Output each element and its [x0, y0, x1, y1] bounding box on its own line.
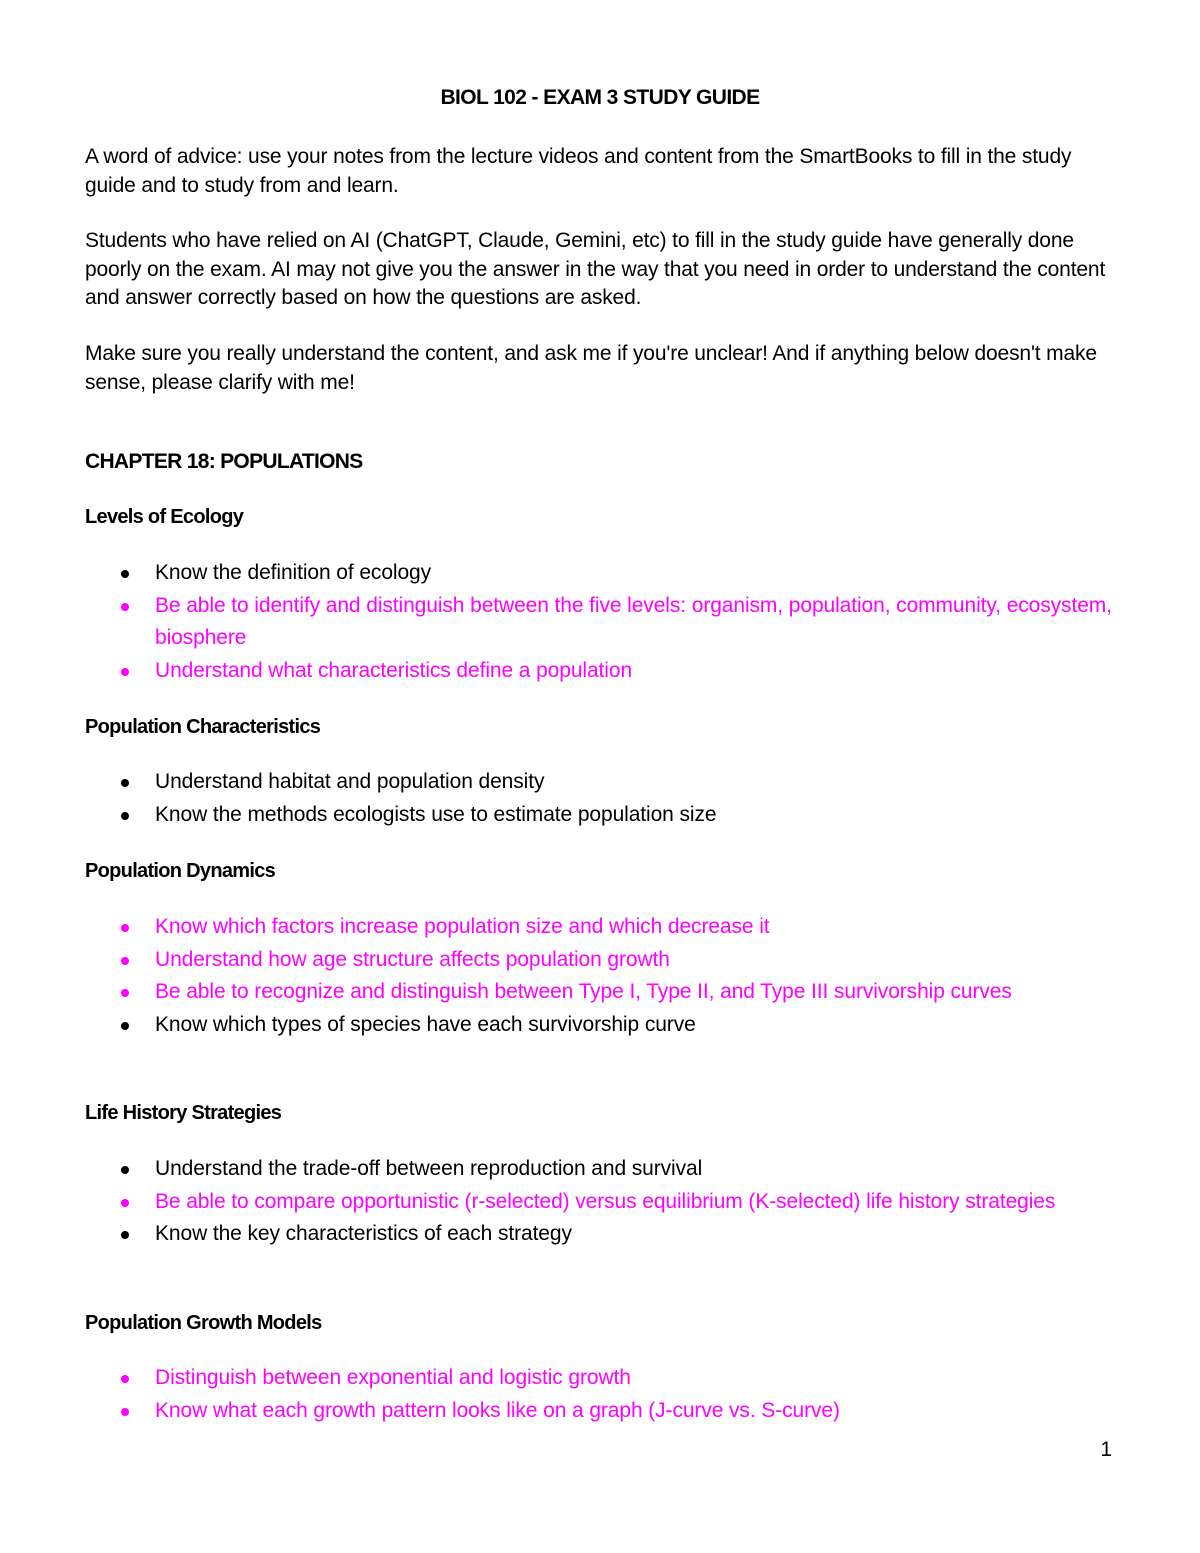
bullet-icon	[121, 1022, 129, 1030]
list-item-text: Understand how age structure affects population growth	[155, 947, 670, 971]
list-item-text: Be able to compare opportunistic (r-selected) versus equilibrium (K-selected) life history strategies	[155, 1189, 1056, 1213]
list-item	[0, 590, 1135, 655]
list-item-text: Know which factors increase population size and which decrease it	[155, 915, 770, 938]
intro-paragraph-ai-warning: Students who have relied on AI (ChatGPT, Claude, Gemini, etc) to fill in the study guide have generally done poorly on the exam. AI may not give you the answer in the way that you need in order to understand the content and answer correctly based on how the questions are asked.	[85, 229, 1106, 309]
list-item-text: Understand the trade-off between reproduction and survival	[155, 1157, 703, 1180]
section-heading-population-characteristics: Population Characteristics	[85, 716, 321, 738]
bullet-icon	[121, 779, 129, 787]
bullet-icon	[121, 668, 129, 676]
list-item-text: Distinguish between exponential and logistic growth	[155, 1366, 631, 1389]
list-item-text: Know the methods ecologists use to estimate population size	[155, 802, 717, 826]
list-item	[0, 1009, 1135, 1042]
list-item	[0, 557, 1135, 590]
bullet-icon	[121, 1199, 129, 1207]
document-title: BIOL 102 - EXAM 3 STUDY GUIDE	[440, 86, 760, 109]
list-item	[0, 1218, 1135, 1251]
list-item	[0, 799, 1135, 832]
bullet-icon	[121, 1166, 129, 1174]
bullet-icon	[121, 989, 129, 997]
list-item-text: Be able to identify and distinguish between the five levels: organism, population, community, ecosystem, biosphere	[155, 593, 1112, 649]
intro-paragraph-advice: A word of advice: use your notes from the lecture videos and content from the SmartBooks to fill in the study guide and to study from and learn.	[85, 145, 1072, 197]
bullet-icon	[121, 603, 129, 611]
bullet-list-population-characteristics	[0, 766, 1200, 831]
list-item	[0, 766, 1135, 799]
list-item	[0, 911, 1135, 944]
bullet-icon	[121, 812, 129, 820]
list-item-text: Know what each growth pattern looks like on a graph (J-curve vs. S-curve)	[155, 1398, 840, 1422]
bullet-icon	[121, 957, 129, 965]
section-heading-population-dynamics: Population Dynamics	[85, 860, 276, 882]
list-item-text: Understand habitat and population density	[155, 770, 545, 793]
bullet-icon	[121, 1408, 129, 1416]
bullet-icon	[121, 570, 129, 578]
bullet-icon	[121, 924, 129, 932]
list-item-text: Understand what characteristics define a population	[155, 658, 633, 682]
section-heading-life-history-strategies: Life History Strategies	[85, 1102, 282, 1124]
list-item	[0, 1153, 1135, 1186]
section-heading-levels-of-ecology: Levels of Ecology	[85, 506, 244, 528]
list-item	[0, 655, 1135, 688]
bullet-list-life-history-strategies	[0, 1153, 1200, 1251]
bullet-icon	[121, 1231, 129, 1239]
list-item-text: Know which types of species have each survivorship curve	[155, 1012, 696, 1036]
bullet-icon	[121, 1375, 129, 1383]
list-item	[0, 1186, 1135, 1219]
bullet-list-levels-of-ecology	[0, 557, 1200, 687]
list-item	[0, 944, 1135, 977]
list-item	[0, 976, 1135, 1009]
section-heading-population-growth-models: Population Growth Models	[85, 1312, 322, 1334]
list-item-text: Be able to recognize and distinguish between Type I, Type II, and Type III survivorship curves	[155, 980, 1012, 1003]
chapter-heading: CHAPTER 18: POPULATIONS	[85, 450, 363, 473]
bullet-list-population-dynamics	[0, 911, 1200, 1041]
page-number: 1	[1100, 1438, 1112, 1461]
intro-paragraph-clarify: Make sure you really understand the content, and ask me if you're unclear! And if anything below doesn't make sense, please clarify with me!	[85, 342, 1097, 394]
list-item	[0, 1362, 1135, 1395]
bullet-list-population-growth-models	[0, 1362, 1200, 1427]
list-item-text: Know the definition of ecology	[155, 561, 432, 584]
list-item	[0, 1395, 1135, 1428]
list-item-text: Know the key characteristics of each strategy	[155, 1222, 572, 1245]
